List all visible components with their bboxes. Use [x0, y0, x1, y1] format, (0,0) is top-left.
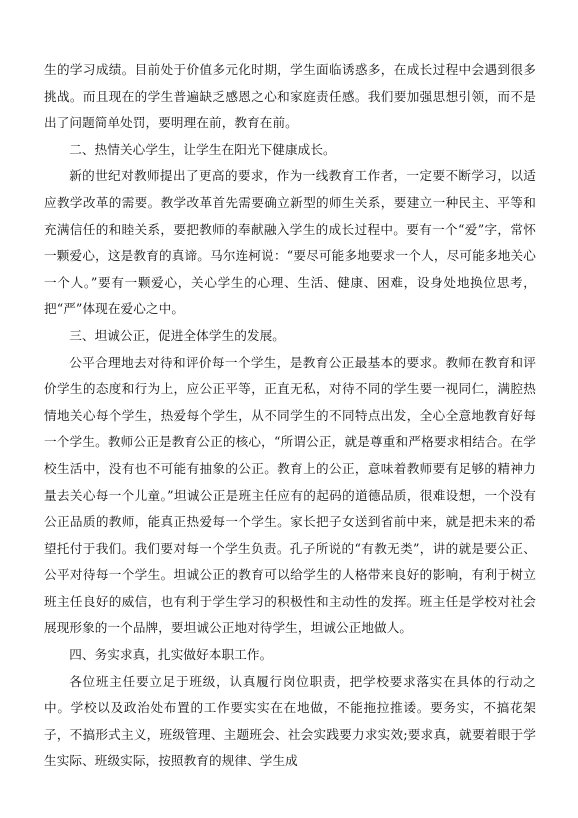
paragraph-fairness: 公平合理地去对待和评价每一个学生，是教育公正最基本的要求。教师在教育和评价学生的态度和行为上，应公正平等，正直无私，对待不同的学生要一视同仁，满腔热情地关心每个学生，热爱每个学生，从不同学生的不同特点出发，全心全意地教育好每一个学生。教师公正是教育公正的核心，“所谓公正，就是尊重和严格要求相结合。在学校生活中，没有也不可能有抽象的公正。教育上的公正，意味着教师要有足够的精神力量去关心每一个儿童。”坦诚公正是班主任应有的起码的道德品质，很难设想，一个没有公正品质的教师，能真正热爱每一个学生。家长把子女送到省前中来，就是把未来的希望托付于我们。我们要对每一个学生负责。孔子所说的“有教无类”，讲的就是要公正、公平对待每一个学生。坦诚公正的教育可以给学生的人格带来良好的影响，有利于树立班主任良好的威信，也有利于学生学习的积极性和主动性的发挥。班主任是学校对社会展现形象的一个品牌，要坦诚公正地对待学生，坦诚公正地做人。	[44, 354, 536, 636]
section-heading-4: 四、务实求真，扎实做好本职工作。	[69, 647, 273, 663]
paragraph-care-for-students: 新的世纪对教师提出了更高的要求，作为一线教育工作者，一定要不断学习，以适应教学改革的需要。教学改革首先需要确立新型的师生关系，要建立一种民主、平等和充满信任的和睦关系，要把教师的奉献融入学生的成长过程中。要有一个“爱”字，常怀一颗爱心，这是教育的真谛。马尔连柯说：“要尽可能多地要求一个人，尽可能多地关心一个人。”要有一颗爱心，关心学生的心理、生活、健康、困难，设身处地换位思考，把“严”体现在爱心之中。	[44, 168, 536, 317]
section-heading-3: 三、坦诚公正，促进全体学生的发展。	[69, 327, 285, 343]
paragraph-continuation: 生的学习成绩。目前处于价值多元化时期，学生面临诱惑多，在成长过程中会遇到很多挑战。而且现在的学生普遍缺乏感恩之心和家庭责任感。我们要加强思想引领，而不是出了问题简单处罚，要明理在前，教育在前。	[44, 62, 536, 131]
section-heading-2: 二、热情关心学生，让学生在阳光下健康成长。	[69, 141, 336, 157]
paragraph-pragmatism: 各位班主任要立足于班级，认真履行岗位职责，把学校要求落实在具体的行动之中。学校以及政治处布置的工作要实实在在地做，不能拖拉推诿。要务实，不搞花架子，不搞形式主义，班级管理、主题班会、社会实践要力求实效;要求真，就要着眼于学生实际、班级实际，按照教育的规律、学生成	[44, 673, 536, 769]
document-page	[44, 57, 536, 775]
